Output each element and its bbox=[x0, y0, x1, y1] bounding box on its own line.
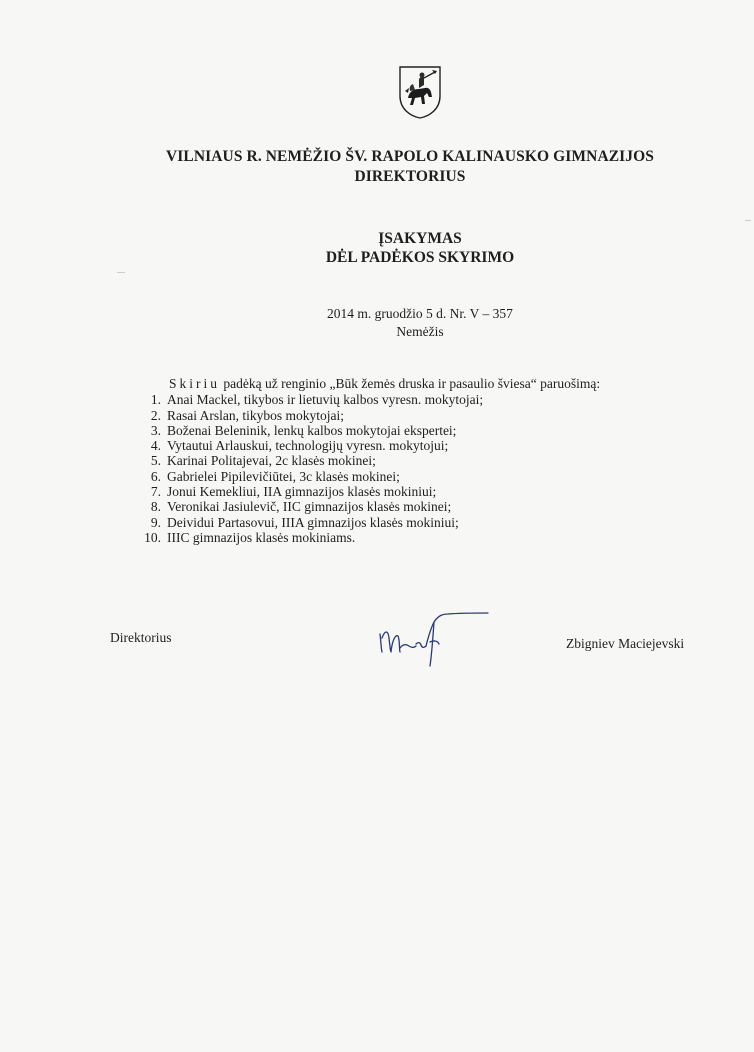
institution-title bbox=[60, 147, 754, 187]
list-item-text: Vytautui Arlauskui, technologijų vyresn. mokytojui; bbox=[167, 438, 449, 454]
scan-artifact bbox=[117, 272, 125, 273]
list-item bbox=[130, 469, 670, 484]
intro-text: padėką už renginio „Būk žemės druska ir pasaulio šviesa“ paruošimą: bbox=[220, 376, 601, 391]
intro-paragraph bbox=[130, 376, 670, 391]
document-type: ĮSAKYMAS bbox=[378, 230, 462, 247]
list-item-number: 1. bbox=[150, 392, 161, 408]
list-item-number: 10. bbox=[144, 529, 161, 545]
list-item bbox=[130, 423, 670, 438]
document-subject: DĖL PADĖKOS SKYRIMO bbox=[325, 249, 515, 266]
list-item-number: 5. bbox=[150, 453, 161, 469]
list-item-text: IIIC gimnazijos klasės mokiniams. bbox=[167, 529, 356, 545]
list-item bbox=[130, 484, 670, 499]
list-item-number: 4. bbox=[150, 438, 161, 454]
list-item-text: Gabrielei Pipilevičiūtei, 3c klasės mokinei; bbox=[167, 468, 400, 484]
document-place: Nemėžis bbox=[396, 324, 444, 339]
list-item-number: 2. bbox=[150, 407, 161, 423]
list-item-text: Veronikai Jasiulevič, IIC gimnazijos klasės mokinei; bbox=[167, 499, 452, 515]
list-item-number: 8. bbox=[150, 499, 161, 515]
date-number: 2014 m. gruodžio 5 d. Nr. V – 357 bbox=[327, 306, 513, 321]
vytis-coat-of-arms-icon bbox=[397, 64, 443, 120]
list-item bbox=[130, 408, 670, 423]
list-item-number: 3. bbox=[150, 422, 161, 438]
document-heading bbox=[60, 229, 754, 267]
list-item-text: Rasai Arslan, tikybos mokytojai; bbox=[167, 407, 344, 423]
award-list bbox=[130, 392, 670, 545]
list-item-number: 9. bbox=[150, 514, 161, 530]
institution-name: VILNIAUS R. NEMĖŽIO ŠV. RAPOLO KALINAUSKO GIMNAZIJOS bbox=[165, 148, 655, 165]
document-body bbox=[130, 376, 670, 545]
intro-word: Skiriu bbox=[169, 376, 221, 391]
list-item bbox=[130, 515, 670, 530]
signatory-role: Direktorius bbox=[110, 630, 172, 645]
handwritten-signature-icon bbox=[376, 608, 492, 672]
list-item bbox=[130, 453, 670, 468]
list-item bbox=[130, 499, 670, 514]
list-item bbox=[130, 530, 670, 545]
list-item-number: 7. bbox=[150, 484, 161, 500]
scan-artifact bbox=[745, 220, 751, 221]
document-meta bbox=[60, 305, 754, 341]
list-item-text: Anai Mackel, tikybos ir lietuvių kalbos vyresn. mokytojai; bbox=[167, 392, 484, 408]
list-item bbox=[130, 438, 670, 453]
list-item-text: Karinai Politajevai, 2c klasės mokinei; bbox=[167, 453, 376, 469]
list-item bbox=[130, 392, 670, 407]
institution-role: DIREKTORIUS bbox=[354, 168, 466, 185]
list-item-text: Boženai Beleninik, lenkų kalbos mokytojai ekspertei; bbox=[167, 422, 457, 438]
list-item-text: Deividui Partasovui, IIIA gimnazijos klasės mokiniui; bbox=[167, 514, 459, 530]
signatory-name: Zbigniev Maciejevski bbox=[566, 636, 685, 651]
list-item-number: 6. bbox=[150, 468, 161, 484]
list-item-text: Jonui Kemekliui, IIA gimnazijos klasės mokiniui; bbox=[167, 484, 437, 500]
